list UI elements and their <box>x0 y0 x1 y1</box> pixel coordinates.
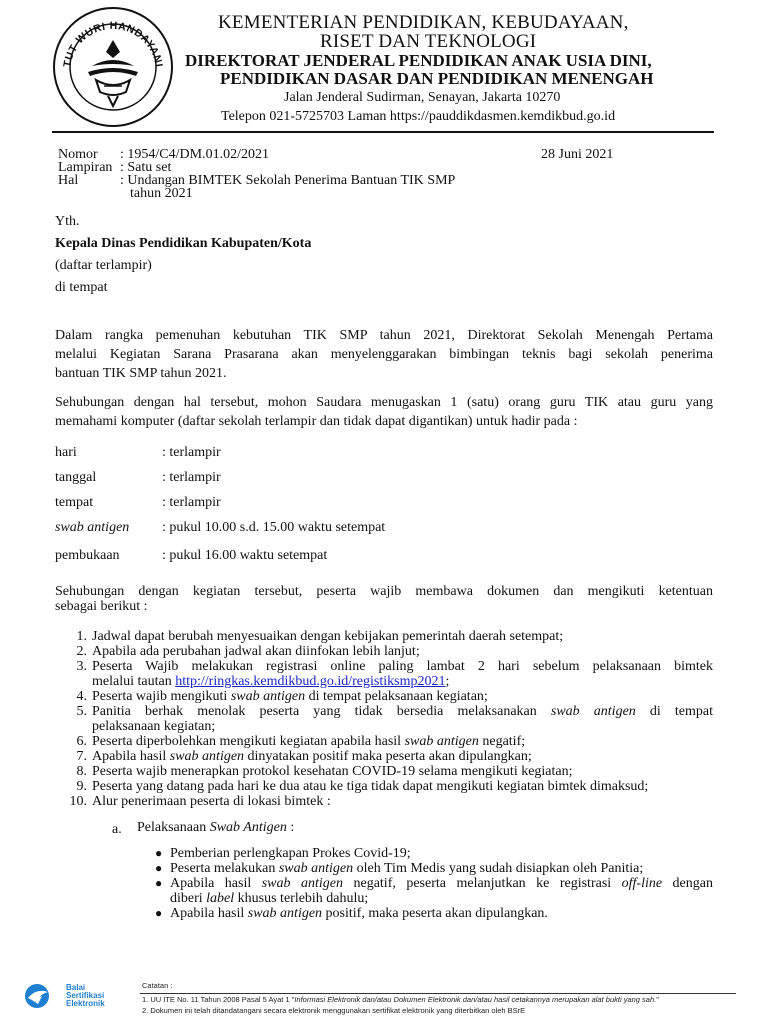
list-text-segment: di tempat pelaksanaan kegiatan; <box>305 689 488 704</box>
paragraph-line: Sehubungan dengan kegiatan tersebut, peserta wajib membawa dokumen dan mengikuti ketentuan <box>55 584 713 599</box>
list-text-line: pelaksanaan kegiatan; <box>92 719 216 734</box>
footer-note-text: " <box>656 995 659 1004</box>
list-text-segment: melalui tautan <box>92 674 176 689</box>
header-contact: Telepon 021-5725703 Laman https://pauddikdasmen.kemdikbud.go.id <box>221 109 616 124</box>
nomor-label: Nomor <box>58 147 98 162</box>
list-text-italic: swab antigen <box>169 749 245 764</box>
bullet-text-italic: swab antigen <box>261 876 343 891</box>
list-text <box>92 734 713 749</box>
sub-heading-text: Pelaksanaan <box>137 820 210 835</box>
hal-value-cont: tahun 2021 <box>130 186 193 201</box>
list-text-segment: Panitia berhak menolak peserta yang tidak bersedia melaksanakan <box>92 704 551 719</box>
header-address: Jalan Jenderal Sudirman, Senayan, Jakarta 10270 <box>284 90 561 105</box>
list-text-segment: negatif; <box>478 734 526 749</box>
header-directorate-line2: PENDIDIKAN DASAR DAN PENDIDIKAN MENENGAH <box>220 69 654 88</box>
footer-note-2: 2. Dokumen ini telah ditandatangani secara elektronik menggunakan sertifikat elektronik yang diterbitkan oleh BSrE <box>142 1006 526 1015</box>
list-text-line: Peserta Wajib melakukan registrasi online paling lambat 2 hari sebelum pelaksanaan bimtek <box>92 659 713 674</box>
bullet-icon: ● <box>155 906 163 920</box>
bsre-label-2: Sertifikasi <box>66 991 105 1000</box>
detail-label: tempat <box>55 495 94 510</box>
detail-label: swab antigen <box>55 520 130 535</box>
registration-link[interactable]: http://ringkas.kemdikbud.go.id/registiksmp2021 <box>175 674 446 689</box>
recipient-note: (daftar terlampir) <box>55 258 152 273</box>
list-number: 9. <box>76 779 87 794</box>
bullet-text-segment: diberi <box>170 891 207 906</box>
detail-value: : terlampir <box>162 470 221 485</box>
detail-label: hari <box>55 445 77 460</box>
footer-note-text: 1. UU ITE No. 11 Tahun 2008 Pasal 5 Ayat 1 " <box>142 995 295 1004</box>
bsre-label-3: Elektronik <box>66 999 105 1008</box>
header-ministry-line1: KEMENTERIAN PENDIDIKAN, KEBUDAYAAN, <box>218 12 629 33</box>
list-text: Peserta wajib menerapkan protokol kesehatan COVID-19 selama mengikuti kegiatan; <box>92 764 573 779</box>
bullet-text-segment: dengan <box>662 876 713 891</box>
list-number: 7. <box>76 749 87 764</box>
paragraph-line: memahami komputer (daftar sekolah terlampir dan tidak dapat digantikan) untuk hadir pada : <box>55 414 578 429</box>
recipient-place: di tempat <box>55 280 108 295</box>
list-text-italic: swab antigen <box>230 689 306 704</box>
hal-label: Hal <box>58 173 79 188</box>
recipient-name: Kepala Dinas Pendidikan Kabupaten/Kota <box>55 236 312 251</box>
sub-list-marker: a. <box>112 822 122 837</box>
list-text-segment: dinyatakan positif maka peserta akan dipulangkan; <box>244 749 532 764</box>
list-text <box>92 659 713 689</box>
list-number: 5. <box>76 704 87 719</box>
lampiran-label: Lampiran <box>58 160 113 175</box>
bsre-logo-icon <box>22 980 66 1010</box>
detail-value: : pukul 16.00 waktu setempat <box>162 548 328 563</box>
list-number: 4. <box>76 689 87 704</box>
list-text-segment: Peserta wajib mengikuti <box>92 689 231 704</box>
footer-note-italic: Informasi Elektronik dan/atau Dokumen Elektronik dan/atau hasil cetakannya merupakan alat bukti yang sah. <box>294 995 657 1004</box>
list-text <box>92 704 713 734</box>
list-number: 10. <box>69 794 87 809</box>
list-text-italic: swab antigen <box>550 704 636 719</box>
bullet-text <box>170 861 713 876</box>
bullet-text-italic: swab antigen <box>278 861 354 876</box>
list-text: Apabila ada perubahan jadwal akan diinfokan lebih lanjut; <box>92 644 420 659</box>
bullet-icon: ● <box>155 861 163 875</box>
list-text: Alur penerimaan peserta di lokasi bimtek : <box>92 794 331 809</box>
paragraph-line: sebagai berikut : <box>55 599 148 614</box>
bullet-text-segment: Peserta melakukan <box>170 861 279 876</box>
tut-wuri-handayani-logo <box>52 6 174 128</box>
bullet-text-segment: oleh Tim Medis yang sudah disiapkan oleh Panitia; <box>353 861 644 876</box>
bullet-text <box>170 876 713 906</box>
list-text-segment: ; <box>445 674 450 689</box>
header-directorate-line1: DIREKTORAT JENDERAL PENDIDIKAN ANAK USIA DINI, <box>185 51 652 70</box>
list-text-segment: Apabila hasil <box>92 749 170 764</box>
list-text-segment: di tempat <box>635 704 714 719</box>
bullet-text-italic: off-line <box>621 876 663 891</box>
bullet-text-segment: positif, maka peserta akan dipulangkan. <box>322 906 548 921</box>
bullet-text-segment: khusus terlebih dahulu; <box>234 891 369 906</box>
bullet-icon: ● <box>155 876 163 890</box>
paragraph-line: Dalam rangka pemenuhan kebutuhan TIK SMP tahun 2021, Direktorat Sekolah Menengah Pertama <box>55 328 713 343</box>
paragraph-intro <box>55 326 713 383</box>
bullet-text <box>170 906 713 921</box>
lampiran-value: : Satu set <box>120 160 172 175</box>
bullet-text-segment: Apabila hasil <box>170 906 248 921</box>
detail-value: : pukul 10.00 s.d. 15.00 waktu setempat <box>162 520 386 535</box>
hal-value: : Undangan BIMTEK Sekolah Penerima Bantuan TIK SMP <box>120 173 456 188</box>
list-text-italic: swab antigen <box>404 734 479 749</box>
bullet-text-italic: swab antigen <box>247 906 323 921</box>
paragraph-requirements <box>55 584 713 614</box>
detail-value: : terlampir <box>162 445 221 460</box>
sub-heading-text: : <box>286 820 295 835</box>
list-number: 1. <box>76 629 87 644</box>
paragraph-line: Sehubungan dengan hal tersebut, mohon Saudara menugaskan 1 (satu) orang guru TIK atau guru yang <box>55 395 713 410</box>
letter-date: 28 Juni 2021 <box>541 147 614 162</box>
salutation: Yth. <box>55 214 80 229</box>
sub-list-heading <box>137 820 294 836</box>
list-text-segment: Peserta diperbolehkan mengikuti kegiatan apabila hasil <box>92 734 405 749</box>
paragraph-request <box>55 393 713 431</box>
footer-catatan: Catatan : <box>142 981 173 990</box>
bullet-text: Pemberian perlengkapan Prokes Covid-19; <box>170 846 411 861</box>
list-number: 3. <box>76 659 87 674</box>
nomor-value: : 1954/C4/DM.01.02/2021 <box>120 147 269 162</box>
header-divider <box>52 131 714 133</box>
footer-divider <box>140 993 736 994</box>
detail-label: pembukaan <box>55 548 120 563</box>
detail-label: tanggal <box>55 470 97 485</box>
list-text: Jadwal dapat berubah menyesuaikan dengan kebijakan pemerintah daerah setempat; <box>92 629 564 644</box>
list-number: 8. <box>76 764 87 779</box>
list-text: Peserta yang datang pada hari ke dua atau ke tiga tidak dapat mengikuti kegiatan bimtek dimaksud; <box>92 779 649 794</box>
detail-value: : terlampir <box>162 495 221 510</box>
sub-heading-italic: Swab Antigen <box>209 820 287 835</box>
list-number: 2. <box>76 644 87 659</box>
bullet-text-italic: label <box>206 891 235 906</box>
list-text <box>92 689 713 704</box>
bullet-icon: ● <box>155 846 163 860</box>
svg-text:TUT WURI HANDAYANI: TUT WURI HANDAYANI <box>61 19 165 69</box>
bullet-text-segment: negatif, peserta melanjutkan ke registrasi <box>343 876 622 891</box>
footer-note-1 <box>142 995 659 1004</box>
header-ministry-line2: RISET DAN TEKNOLOGI <box>320 31 537 52</box>
paragraph-line: melalui Kegiatan Sarana Prasarana akan menyelenggarakan bimbingan teknis bagi sekolah penerima <box>55 347 713 362</box>
paragraph-line: bantuan TIK SMP tahun 2021. <box>55 366 227 381</box>
bsre-label-1: Balai <box>66 983 86 992</box>
list-text <box>92 749 713 764</box>
list-number: 6. <box>76 734 87 749</box>
bullet-text-segment: Apabila hasil <box>170 876 262 891</box>
